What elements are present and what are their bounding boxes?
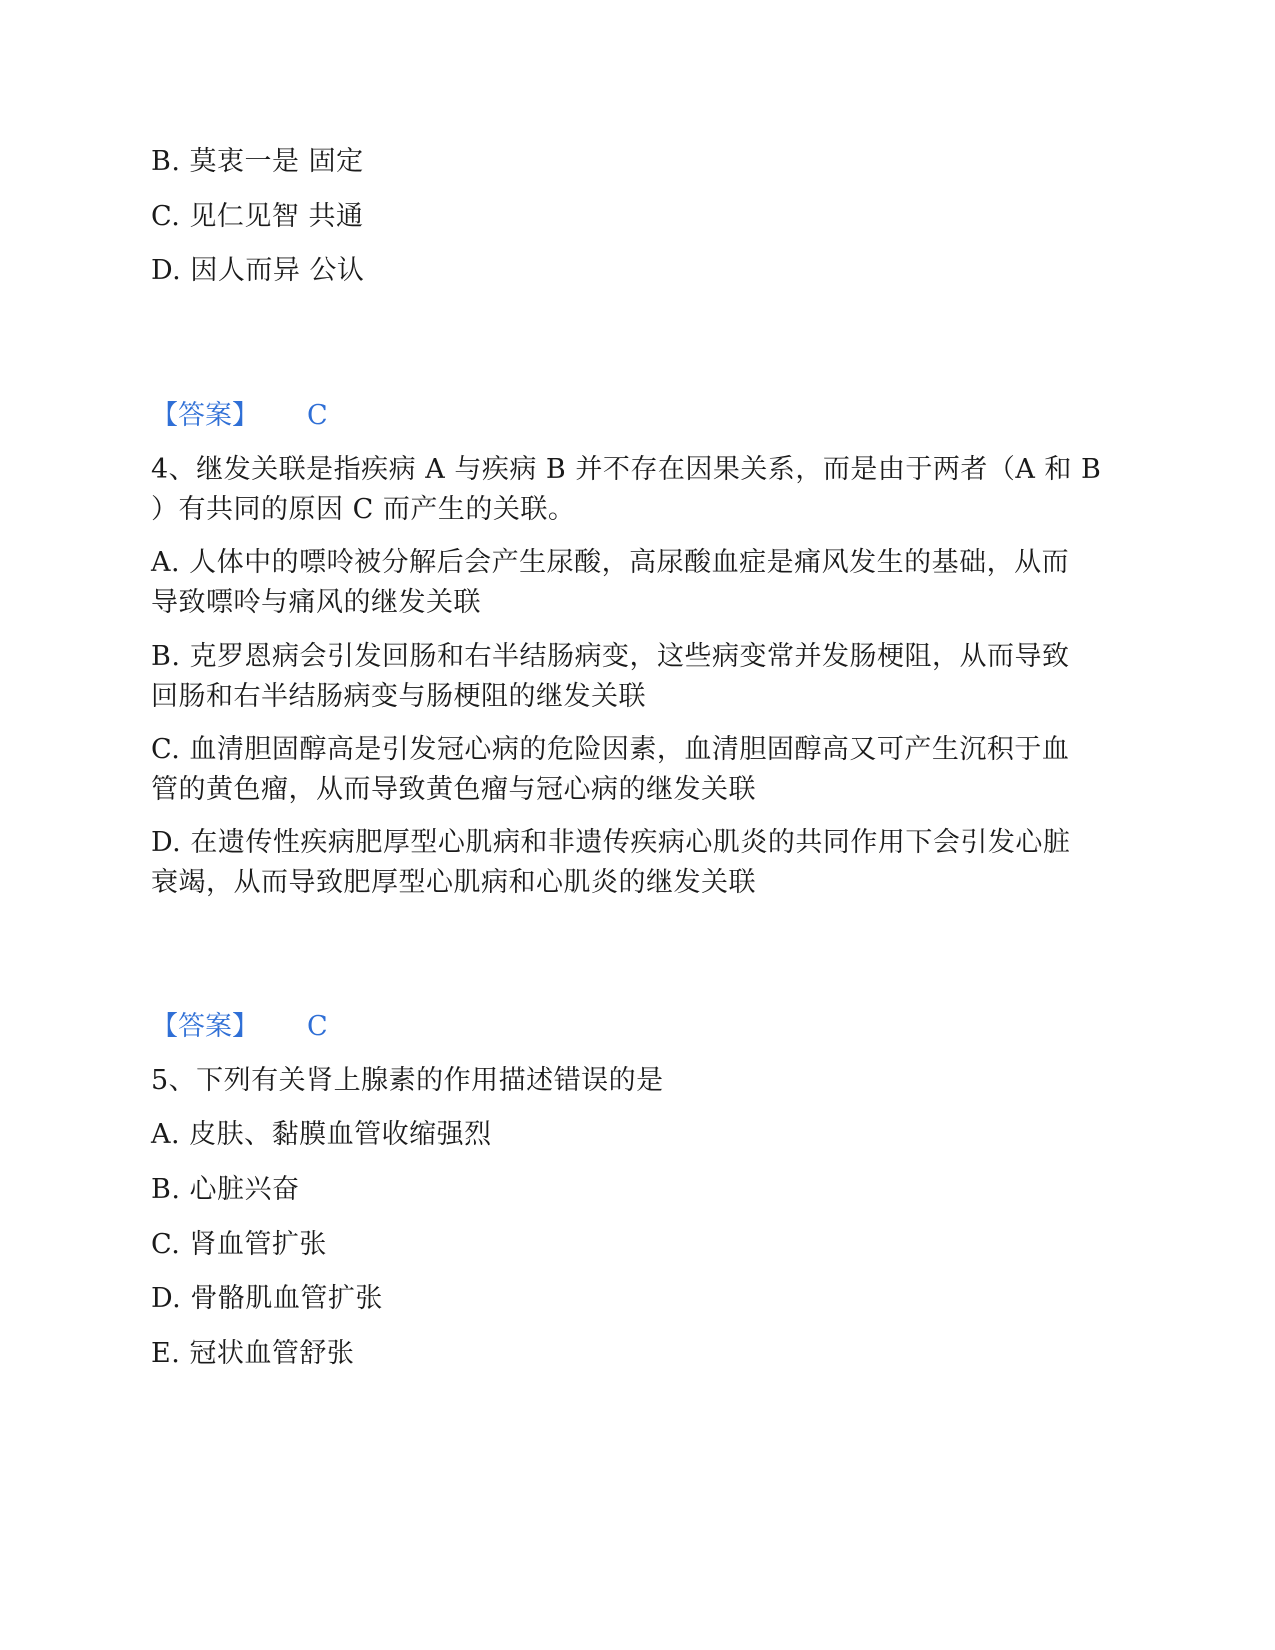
q4-stem-line2: ）有共同的原因 C 而产生的关联。 — [151, 494, 576, 525]
q4-stem-line1: 4、继发关联是指疾病 A 与疾病 B 并不存在因果关系，而是由于两者（A 和 B — [151, 454, 1102, 485]
answer-4 — [151, 1007, 328, 1047]
q5-option-a: A. 皮肤、黏膜血管收缩强烈 — [151, 1119, 492, 1150]
q4-option-d-line1: D. 在遗传性疾病肥厚型心肌病和非遗传疾病心肌炎的共同作用下会引发心脏 — [151, 827, 1071, 858]
answer-value: C — [307, 1011, 328, 1042]
q4-option-d-line2: 衰竭，从而导致肥厚型心肌病和心肌炎的继发关联 — [151, 867, 756, 898]
answer-value: C — [307, 400, 328, 431]
answer-3 — [151, 396, 328, 436]
q3-option-b: B. 莫衷一是 固定 — [151, 146, 364, 177]
answer-label: 【答案】 — [151, 1011, 259, 1042]
q5-option-b: B. 心脏兴奋 — [151, 1174, 300, 1205]
q3-option-d: D. 因人而异 公认 — [151, 255, 365, 286]
q4-option-c-line2: 管的黄色瘤，从而导致黄色瘤与冠心病的继发关联 — [151, 774, 756, 805]
q5-option-d: D. 骨骼肌血管扩张 — [151, 1283, 383, 1314]
q4-option-b-line2: 回肠和右半结肠病变与肠梗阻的继发关联 — [151, 681, 646, 712]
q5-option-e: E. 冠状血管舒张 — [151, 1338, 355, 1369]
q5-stem: 5、下列有关肾上腺素的作用描述错误的是 — [151, 1065, 664, 1096]
q4-option-c-line1: C. 血清胆固醇高是引发冠心病的危险因素，血清胆固醇高又可产生沉积于血 — [151, 734, 1070, 765]
q4-option-a-line2: 导致嘌呤与痛风的继发关联 — [151, 587, 481, 618]
q4-option-b-line1: B. 克罗恩病会引发回肠和右半结肠病变，这些病变常并发肠梗阻，从而导致 — [151, 641, 1070, 672]
q3-option-c: C. 见仁见智 共通 — [151, 201, 364, 232]
q5-option-c: C. 肾血管扩张 — [151, 1229, 327, 1260]
q4-option-a-line1: A. 人体中的嘌呤被分解后会产生尿酸，高尿酸血症是痛风发生的基础，从而 — [151, 547, 1070, 578]
answer-label: 【答案】 — [151, 400, 259, 431]
